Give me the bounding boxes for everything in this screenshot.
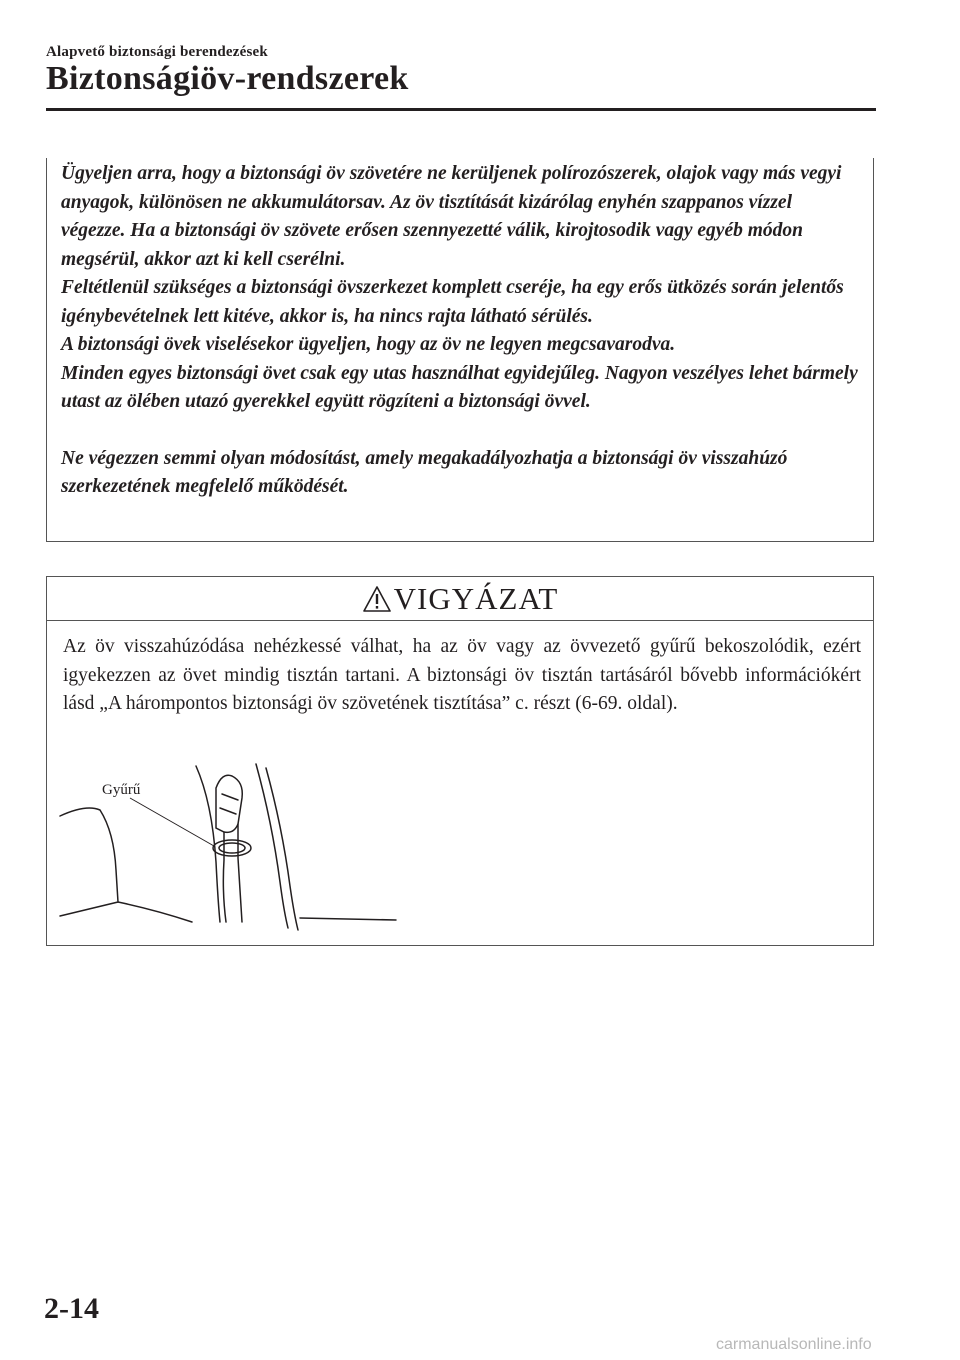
illustration-label-ring: Gyűrű (102, 782, 141, 798)
caution-title: VIGYÁZAT (393, 580, 559, 616)
warning-triangle-icon (362, 585, 392, 613)
warning-text (61, 160, 861, 502)
title-rule (46, 108, 876, 111)
page-title: Biztonságiöv-rendszerek (46, 60, 409, 97)
warning-paragraph-5: Ne végezzen semmi olyan módosítást, amely megakadályozhatja a biztonsági öv visszahúzó szerkezetének megfelelő működését. (61, 447, 788, 497)
watermark: carmanualsonline.info (716, 1336, 872, 1353)
page-number: 2-14 (44, 1292, 99, 1325)
warning-paragraph-1: Ügyeljen arra, hogy a biztonsági öv szövetére ne kerüljenek polírozószerek, olajok vagy más vegyi anyagok, különösen ne akkumulátorsav. Az öv tisztítását kizárólag enyhén szappanos vízzel végezze. Ha a biztonsági öv szövete erősen szennyezetté válik, kirojtosodik vagy egyéb módon megsérül, akkor azt ki kell cserélni. (61, 163, 842, 270)
caution-header (47, 577, 873, 621)
section-label: Alapvető biztonsági berendezések (46, 44, 268, 60)
warning-paragraph-4: Minden egyes biztonsági övet csak egy utas használhat egyidejűleg. Nagyon veszélyes lehet bármely utast az ölében utazó gyerekkel együtt rögzíteni a biztonsági övvel. (61, 362, 858, 412)
warning-paragraph-2: Feltétlenül szükséges a biztonsági övszerkezet komplett cseréje, ha egy erős ütközés során jelentős igénybevételnek lett kitéve, akkor is, ha nincs rajta látható sérülés. (61, 277, 844, 327)
warning-box-continued (46, 158, 874, 542)
warning-paragraph-3: A biztonsági övek viselésekor ügyeljen, hogy az öv ne legyen megcsavarodva. (61, 334, 676, 355)
caution-text: Az öv visszahúzódása nehézkessé válhat, ha az öv vagy az övvezető gyűrű bekoszolódik, ezért igyekezzen az övet mindig tisztán tartani. A biztonsági öv tisztán tartásáról bővebb információkért lásd „A hárompontos biztonsági öv szövetének tisztítása” c. részt (6-69. oldal). (63, 636, 861, 714)
